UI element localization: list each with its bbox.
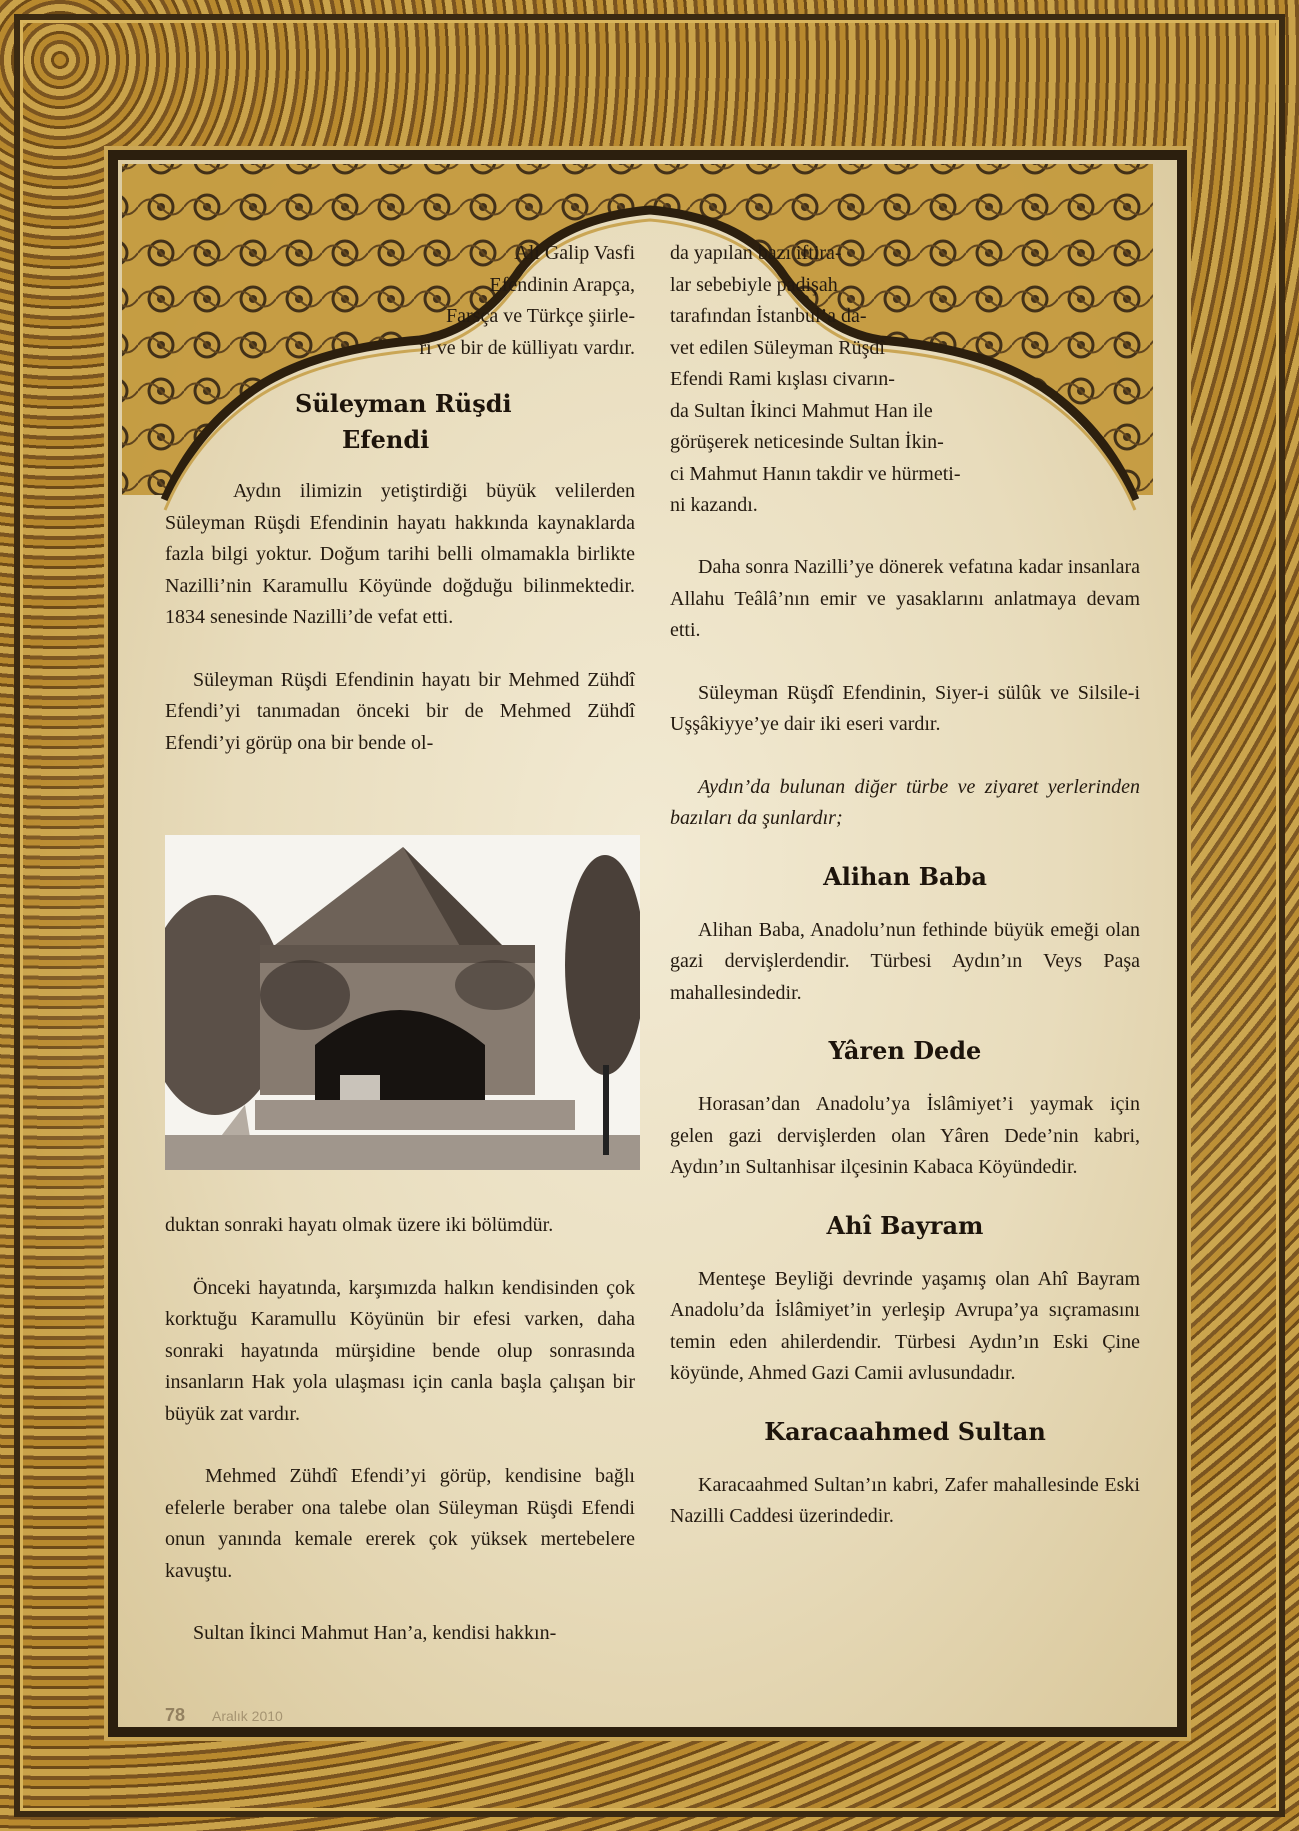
left-column-continued bbox=[165, 1210, 635, 1681]
left-intro-line: Farsça ve Türkçe şiirle- bbox=[446, 305, 635, 327]
left-intro-line: Efendinin Arapça, bbox=[489, 273, 635, 296]
right-line: ni kazandı. bbox=[670, 494, 758, 516]
heading-line: Efendi bbox=[342, 425, 430, 454]
left-paragraph: Aydın ilimizin yetiştirdiği büyük velilerden Süleyman Rüşdi Efendinin hayatı hakkında kaynaklarda fazla bilgi yoktur. Doğum tarihi belli olmamakla birlikte Nazilli’nin Karamullu Köyünde doğduğu bilinmektedir. 1834 senesinde Nazilli’de vefat etti. bbox=[165, 480, 635, 628]
right-paragraph: Karacaahmed Sultan’ın kabri, Zafer mahallesinde Eski Nazilli Caddesi üzerindedir. bbox=[670, 1473, 1140, 1527]
heading-line: Süleyman Rüşdi bbox=[295, 389, 512, 418]
right-line: da yapılan bazı iftira- bbox=[670, 242, 842, 264]
left-column bbox=[165, 238, 635, 790]
right-line: Efendi Rami kışlası civarın- bbox=[670, 368, 895, 390]
left-intro-line: Ali Galip Vasfi bbox=[514, 242, 635, 264]
right-paragraph: Horasan’dan Anadolu’ya İslâmiyet’i yaymak için gelen gazi dervişlerden olan Yâren Dede’nin kabri, Aydın’ın Sultanhisar ilçesinin Kabaca Köyündedir. bbox=[670, 1093, 1140, 1178]
right-column bbox=[670, 552, 1140, 1564]
right-line: görüşerek neticesinde Sultan İkin- bbox=[670, 431, 944, 453]
left-paragraph: Önceki hayatında, karşımızda halkın kendisinden çok korktuğu Karamullu Köyünün bir efesi varken, daha sonraki hayatında mürşidine bende olup sonrasında insanların Hak yola ulaşması için canla başla çalışan bir büyük zat vardır. bbox=[165, 1276, 635, 1425]
heading-karacaahmed-sultan: Karacaahmed Sultan bbox=[764, 1416, 1046, 1446]
right-line: vet edilen Süleyman Rüşdî bbox=[670, 336, 885, 359]
right-paragraph: Menteşe Beyliği devrinde yaşamış olan Ahî Bayram Anadolu’da İslâmiyet’in yerleşip Avrupa’ya sıçramasını temin eden ahilerdendir. Türbesi Aydın’ın Eski Çine köyünde, Ahmed Gazi Camii avlusundadır. bbox=[670, 1267, 1140, 1384]
left-paragraph: Sultan İkinci Mahmut Han’a, kendisi hakkın- bbox=[193, 1622, 557, 1644]
left-intro bbox=[165, 238, 635, 364]
page-number: 78 bbox=[165, 1705, 186, 1725]
right-line: tarafından İstanbul’a da- bbox=[670, 305, 867, 327]
heading-suleyman-rusdi bbox=[295, 386, 635, 458]
right-line: lar sebebiyle padişah bbox=[670, 273, 838, 296]
right-paragraph: Süleyman Rüşdî Efendinin, Siyer-i sülûk ve Silsile-i Uşşâkiyye’ye dair iki eseri vardır. bbox=[670, 681, 1140, 735]
heading-alihan-baba: Alihan Baba bbox=[823, 861, 987, 891]
issue-date: Aralık 2010 bbox=[212, 1708, 283, 1724]
left-intro-line: ri ve bir de külliyatı vardır. bbox=[419, 336, 635, 359]
right-line: da Sultan İkinci Mahmut Han ile bbox=[670, 399, 933, 422]
left-paragraph: duktan sonraki hayatı olmak üzere iki bölümdür. bbox=[165, 1214, 554, 1236]
left-paragraph: Mehmed Zühdî Efendi’yi görüp, kendisine bağlı efelerle beraber ona talebe olan Süleyman Rüşdi Efendi onun yanında kemale ererek çok yüksek mertebelere kavuştu. bbox=[165, 1465, 635, 1582]
right-line: ci Mahmut Hanın takdir ve hürmeti- bbox=[670, 462, 961, 485]
right-paragraph: Alihan Baba, Anadolu’nun fethinde büyük emeği olan gazi dervişlerdendir. Türbesi Aydın’ın Veys Paşa mahallesindedir. bbox=[670, 918, 1140, 1004]
heading-yaren-dede: Yâren Dede bbox=[828, 1036, 982, 1065]
left-paragraph: Süleyman Rüşdi Efendinin hayatı bir Mehmed Zühdî Efendi’yi tanımadan önceki bir de Mehmed Zühdî Efendi’yi görüp ona bir bende ol- bbox=[165, 668, 635, 754]
tomb-photo bbox=[165, 835, 640, 1170]
right-paragraph-italic: Aydın’da bulunan diğer türbe ve ziyaret yerlerinden bazıları da şunlardır; bbox=[670, 775, 1140, 829]
right-column-top bbox=[670, 238, 1140, 522]
heading-ahi-bayram: Ahî Bayram bbox=[826, 1210, 984, 1240]
right-paragraph: Daha sonra Nazilli’ye dönerek vefatına kadar insanlara Allahu Teâlâ’nın emir ve yasaklarını anlatmaya devam etti. bbox=[670, 556, 1140, 641]
